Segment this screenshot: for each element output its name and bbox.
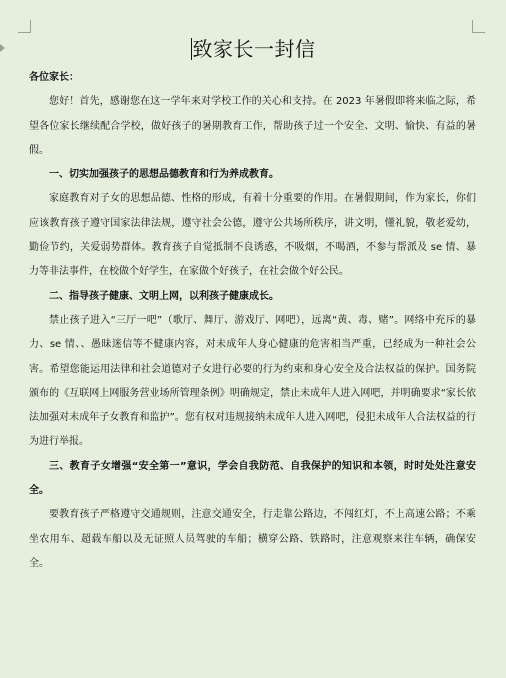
paragraph-section-1: 家庭教育对子女的思想品德、性格的形成，有着十分重要的作用。在暑假期间，作为家长，你们应该教育孩子遵守国家法律法规，遵守社会公德，遵守公共场所秩序，讲文明，懂礼貌，敬老爱幼，勤俭节约，关爱弱势群体。教育孩子自觉抵制不良诱惑，不吸烟，不喝酒，不参与帮派及 se 情、暴力等非法事件，在校做个好学生，在家做个好孩子，在社会做个好公民。 [29, 193, 476, 278]
salutation: 各位家长： [29, 72, 79, 83]
section-heading-2: 二、指导孩子健康、文明上网，以利孩子健康成长。 [49, 290, 279, 302]
document-title-text: 致家长一封信 [192, 37, 316, 61]
section-heading-3: 三、教育子女增强“安全第一”意识，学会自我防范、自我保护的知识和本领，时时处处注意安全。 [29, 460, 476, 497]
margin-corner-marker-top-left [18, 20, 31, 33]
document-title[interactable] [0, 34, 506, 64]
section-heading-1: 一、切实加强孩子的思想品德教育和行为养成教育。 [49, 169, 279, 181]
text-cursor [191, 38, 192, 60]
paragraph-section-2: 禁止孩子进入“三厅一吧”（歌厅、舞厅、游戏厅、网吧），远离“黄、毒、赌”。网络中充斥的暴力、se 情、、愚昧迷信等不健康内容，对未成年人身心健康的危害相当严重，已经成为一种社会公害。希望您能运用法律和社会道德对子女进行必要的行为约束和身心安全及合法权益的保护。国务院颁布的《互联网上网服务营业场所管理条例》明确规定，禁止未成年人进入网吧，并明确要求“家长依法加强对未成年子女教育和监护”。您有权对违规接纳未成年人进入网吧，侵犯未成年人合法权益的行为进行举报。 [29, 314, 476, 448]
margin-corner-marker-top-right [472, 20, 485, 33]
paragraph-intro: 您好！首先，感谢您在这一学年来对学校工作的关心和支持。在 2023 年暑假即将来临之际，希望各位家长继续配合学校，做好孩子的暑期教育工作，帮助孩子过一个安全、文明、愉快、有益的暑假。 [29, 96, 476, 156]
paragraph-section-3: 要教育孩子严格遵守交通规则，注意交通安全，行走靠公路边，不闯红灯，不上高速公路；不乘坐农用车、超载车船以及无证照人员驾驶的车船；横穿公路、铁路时，注意观察来往车辆，确保安全。 [29, 509, 476, 569]
document-body[interactable] [29, 66, 476, 576]
